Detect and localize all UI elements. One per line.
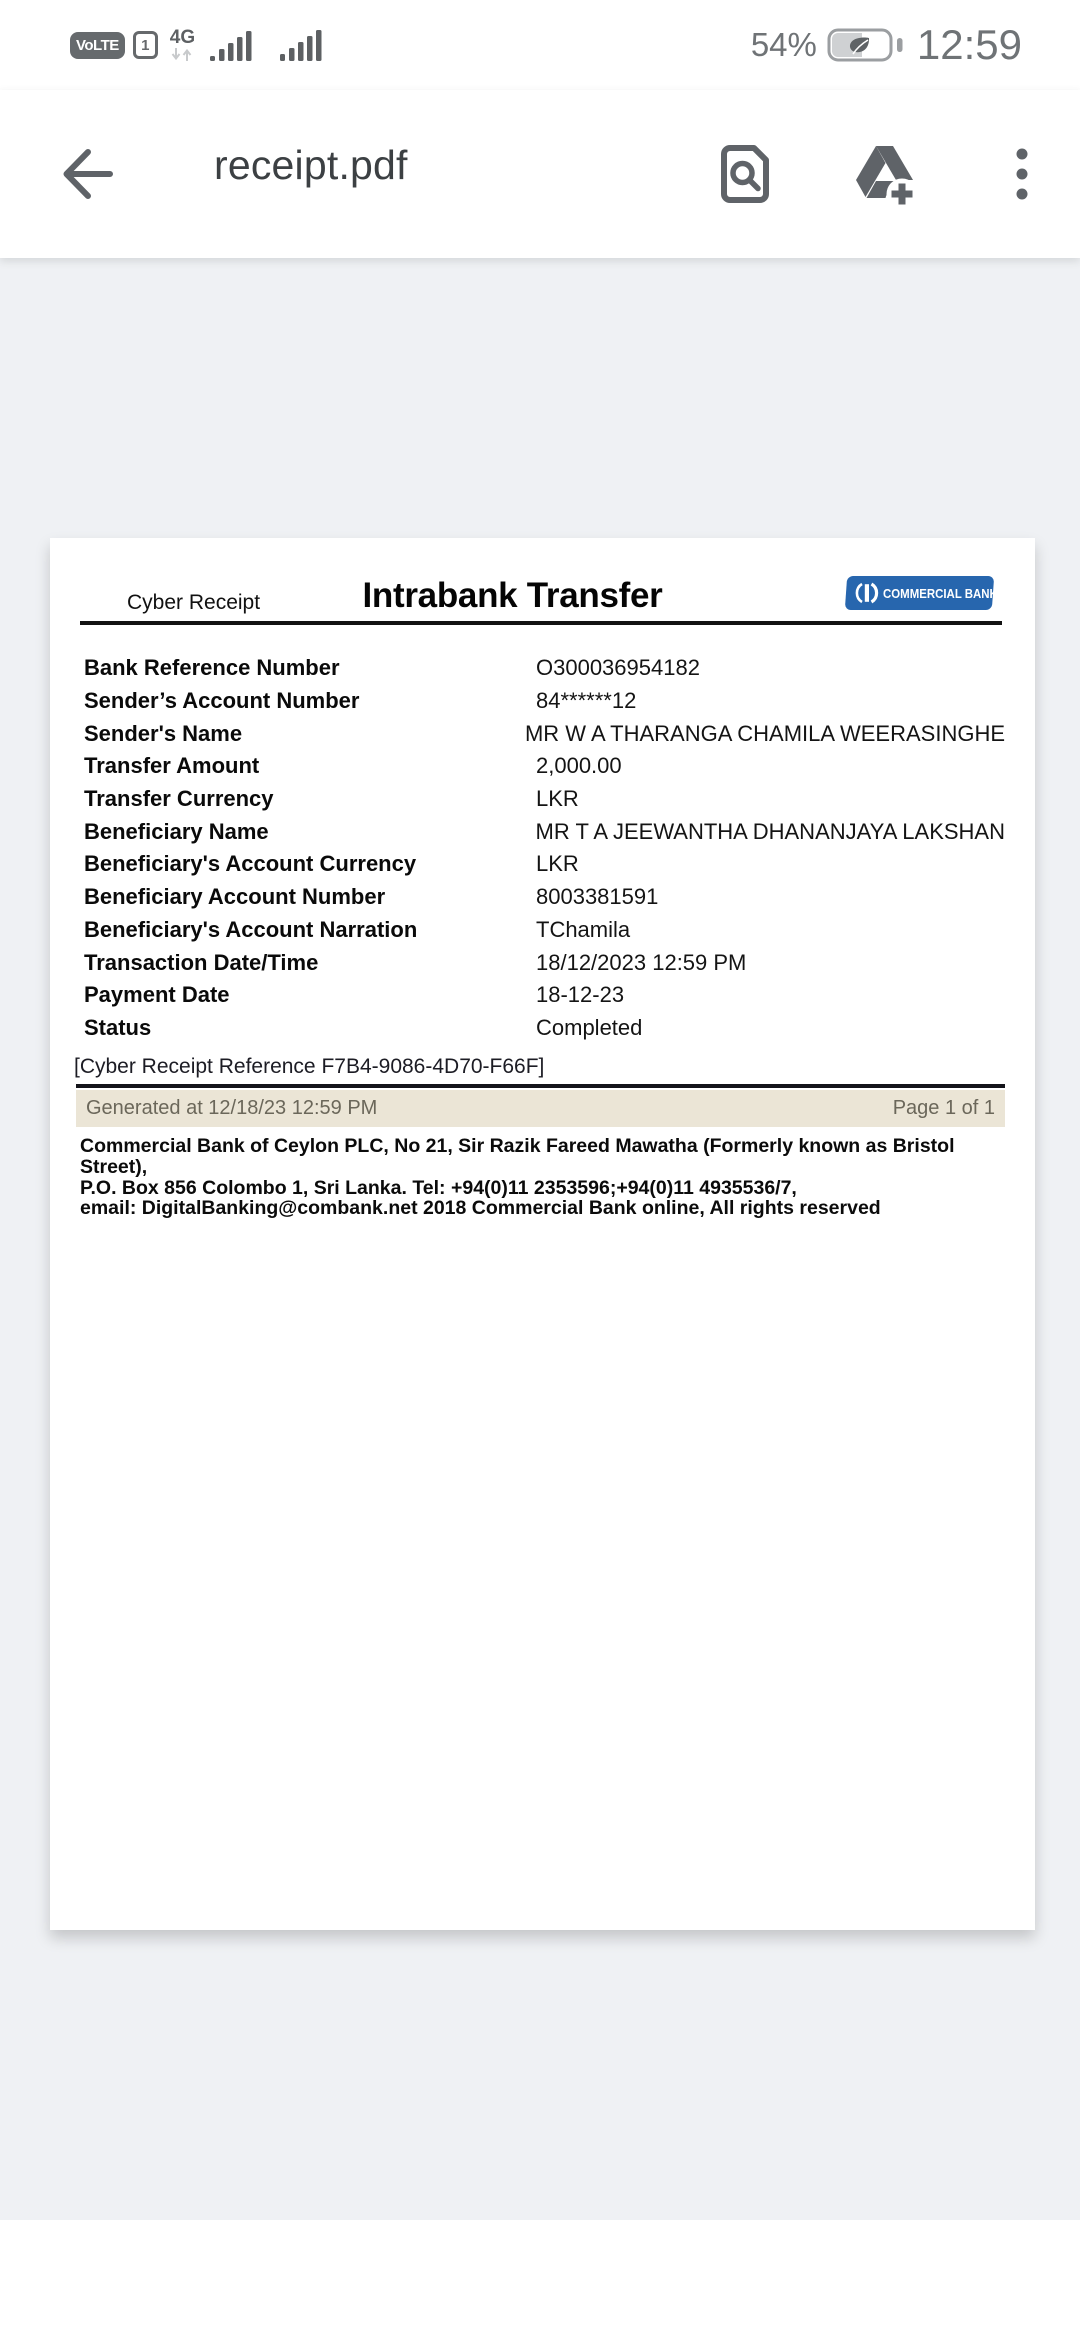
find-in-page-icon[interactable]: [709, 138, 781, 210]
bank-logo-inner: [853, 582, 1013, 604]
page-indicator: Page 1 of 1: [892, 1097, 995, 1119]
signal-bars-icon: [208, 27, 256, 63]
volte-icon: VoLTE: [70, 32, 125, 59]
bank-emblem-icon: [853, 582, 880, 604]
bank-address: [80, 1136, 1015, 1219]
field-value: 18/12/2023 12:59 PM: [536, 949, 747, 975]
pdf-viewport[interactable]: [0, 258, 1080, 2220]
field-row: [84, 1012, 1005, 1045]
generated-bar: [76, 1090, 1005, 1127]
field-label: Beneficiary's Account Currency: [84, 851, 417, 877]
field-label: Transfer Amount: [84, 753, 260, 779]
receipt-title: Intrabank Transfer: [362, 576, 663, 615]
drive-add-icon[interactable]: [849, 138, 921, 210]
field-value: 18-12-23: [536, 982, 625, 1008]
sim-icon: 1: [133, 31, 158, 59]
field-value: O300036954182: [536, 655, 700, 681]
receipt-fields: [84, 652, 1005, 1044]
status-bar: [0, 0, 1080, 90]
battery-saver-icon: [827, 25, 907, 65]
field-value: 84******12: [536, 688, 637, 714]
field-label: Transfer Currency: [84, 786, 274, 812]
field-label: Status: [84, 1014, 152, 1040]
field-label: Sender’s Account Number: [84, 688, 360, 714]
back-arrow-icon[interactable]: [52, 138, 124, 210]
cyber-receipt-reference: [Cyber Receipt Reference F7B4-9086-4D70-F66F]: [74, 1055, 545, 1078]
field-label: Payment Date: [84, 982, 230, 1008]
overflow-menu-icon[interactable]: [986, 138, 1058, 210]
clock-label: 12:59: [916, 21, 1022, 68]
field-label: Beneficiary Name: [84, 818, 269, 844]
status-left-cluster: [70, 0, 326, 90]
field-value: Completed: [536, 1014, 643, 1040]
field-label: Beneficiary Account Number: [84, 884, 386, 910]
field-value: 8003381591: [536, 884, 659, 910]
bank-address-line: Commercial Bank of Ceylon PLC, No 21, Sir Razik Fareed Mawatha (Formerly known as Bristol Street),: [80, 1135, 955, 1178]
field-value: LKR: [536, 851, 579, 877]
header-rule: [80, 621, 1002, 625]
app-bar: [0, 90, 1080, 258]
field-label: Beneficiary's Account Narration: [84, 916, 418, 942]
field-label: Bank Reference Number: [84, 655, 340, 681]
field-row: [84, 881, 1005, 914]
field-row: [84, 848, 1005, 881]
field-row: [84, 717, 1005, 750]
field-row: [84, 979, 1005, 1012]
bank-address-line: P.O. Box 856 Colombo 1, Sri Lanka. Tel: +94(0)11 2353596;+94(0)11 4935536/7,: [80, 1176, 797, 1199]
battery-percent-label: 54%: [750, 26, 817, 63]
field-value: 2,000.00: [536, 753, 622, 779]
field-value: TChamila: [536, 916, 631, 942]
field-value: MR W A THARANGA CHAMILA WEERASINGHE: [524, 720, 1005, 746]
bank-logo-label: COMMERCIAL BANK: [883, 585, 998, 601]
field-row: [84, 750, 1005, 783]
network-type-label: 4G: [169, 27, 196, 48]
field-row: [84, 783, 1005, 816]
generated-at-label: Generated at 12/18/23 12:59 PM: [86, 1097, 378, 1119]
receipt-page: [50, 538, 1035, 1930]
field-row: [84, 652, 1005, 685]
field-value: MR T A JEEWANTHA DHANANJAYA LAKSHAN: [535, 818, 1005, 844]
navigation-bar: [0, 2220, 1080, 2340]
footer-rule: [76, 1084, 1005, 1088]
field-row: [84, 946, 1005, 979]
commercial-bank-logo: [845, 576, 998, 610]
field-label: Sender's Name: [84, 720, 243, 746]
bank-address-line: email: DigitalBanking@combank.net 2018 Commercial Bank online, All rights reserved: [80, 1197, 881, 1220]
data-arrows-icon: [170, 47, 200, 62]
field-value: LKR: [536, 786, 579, 812]
signal-bars-2-icon: [278, 27, 326, 63]
field-row: [84, 815, 1005, 848]
field-row: [84, 914, 1005, 947]
receipt-type-label: Cyber Receipt: [127, 591, 261, 614]
network-indicator: [170, 28, 200, 62]
field-label: Transaction Date/Time: [84, 949, 319, 975]
field-row: [84, 685, 1005, 718]
status-right-cluster: [751, 0, 1022, 90]
document-title: receipt.pdf: [214, 142, 408, 188]
